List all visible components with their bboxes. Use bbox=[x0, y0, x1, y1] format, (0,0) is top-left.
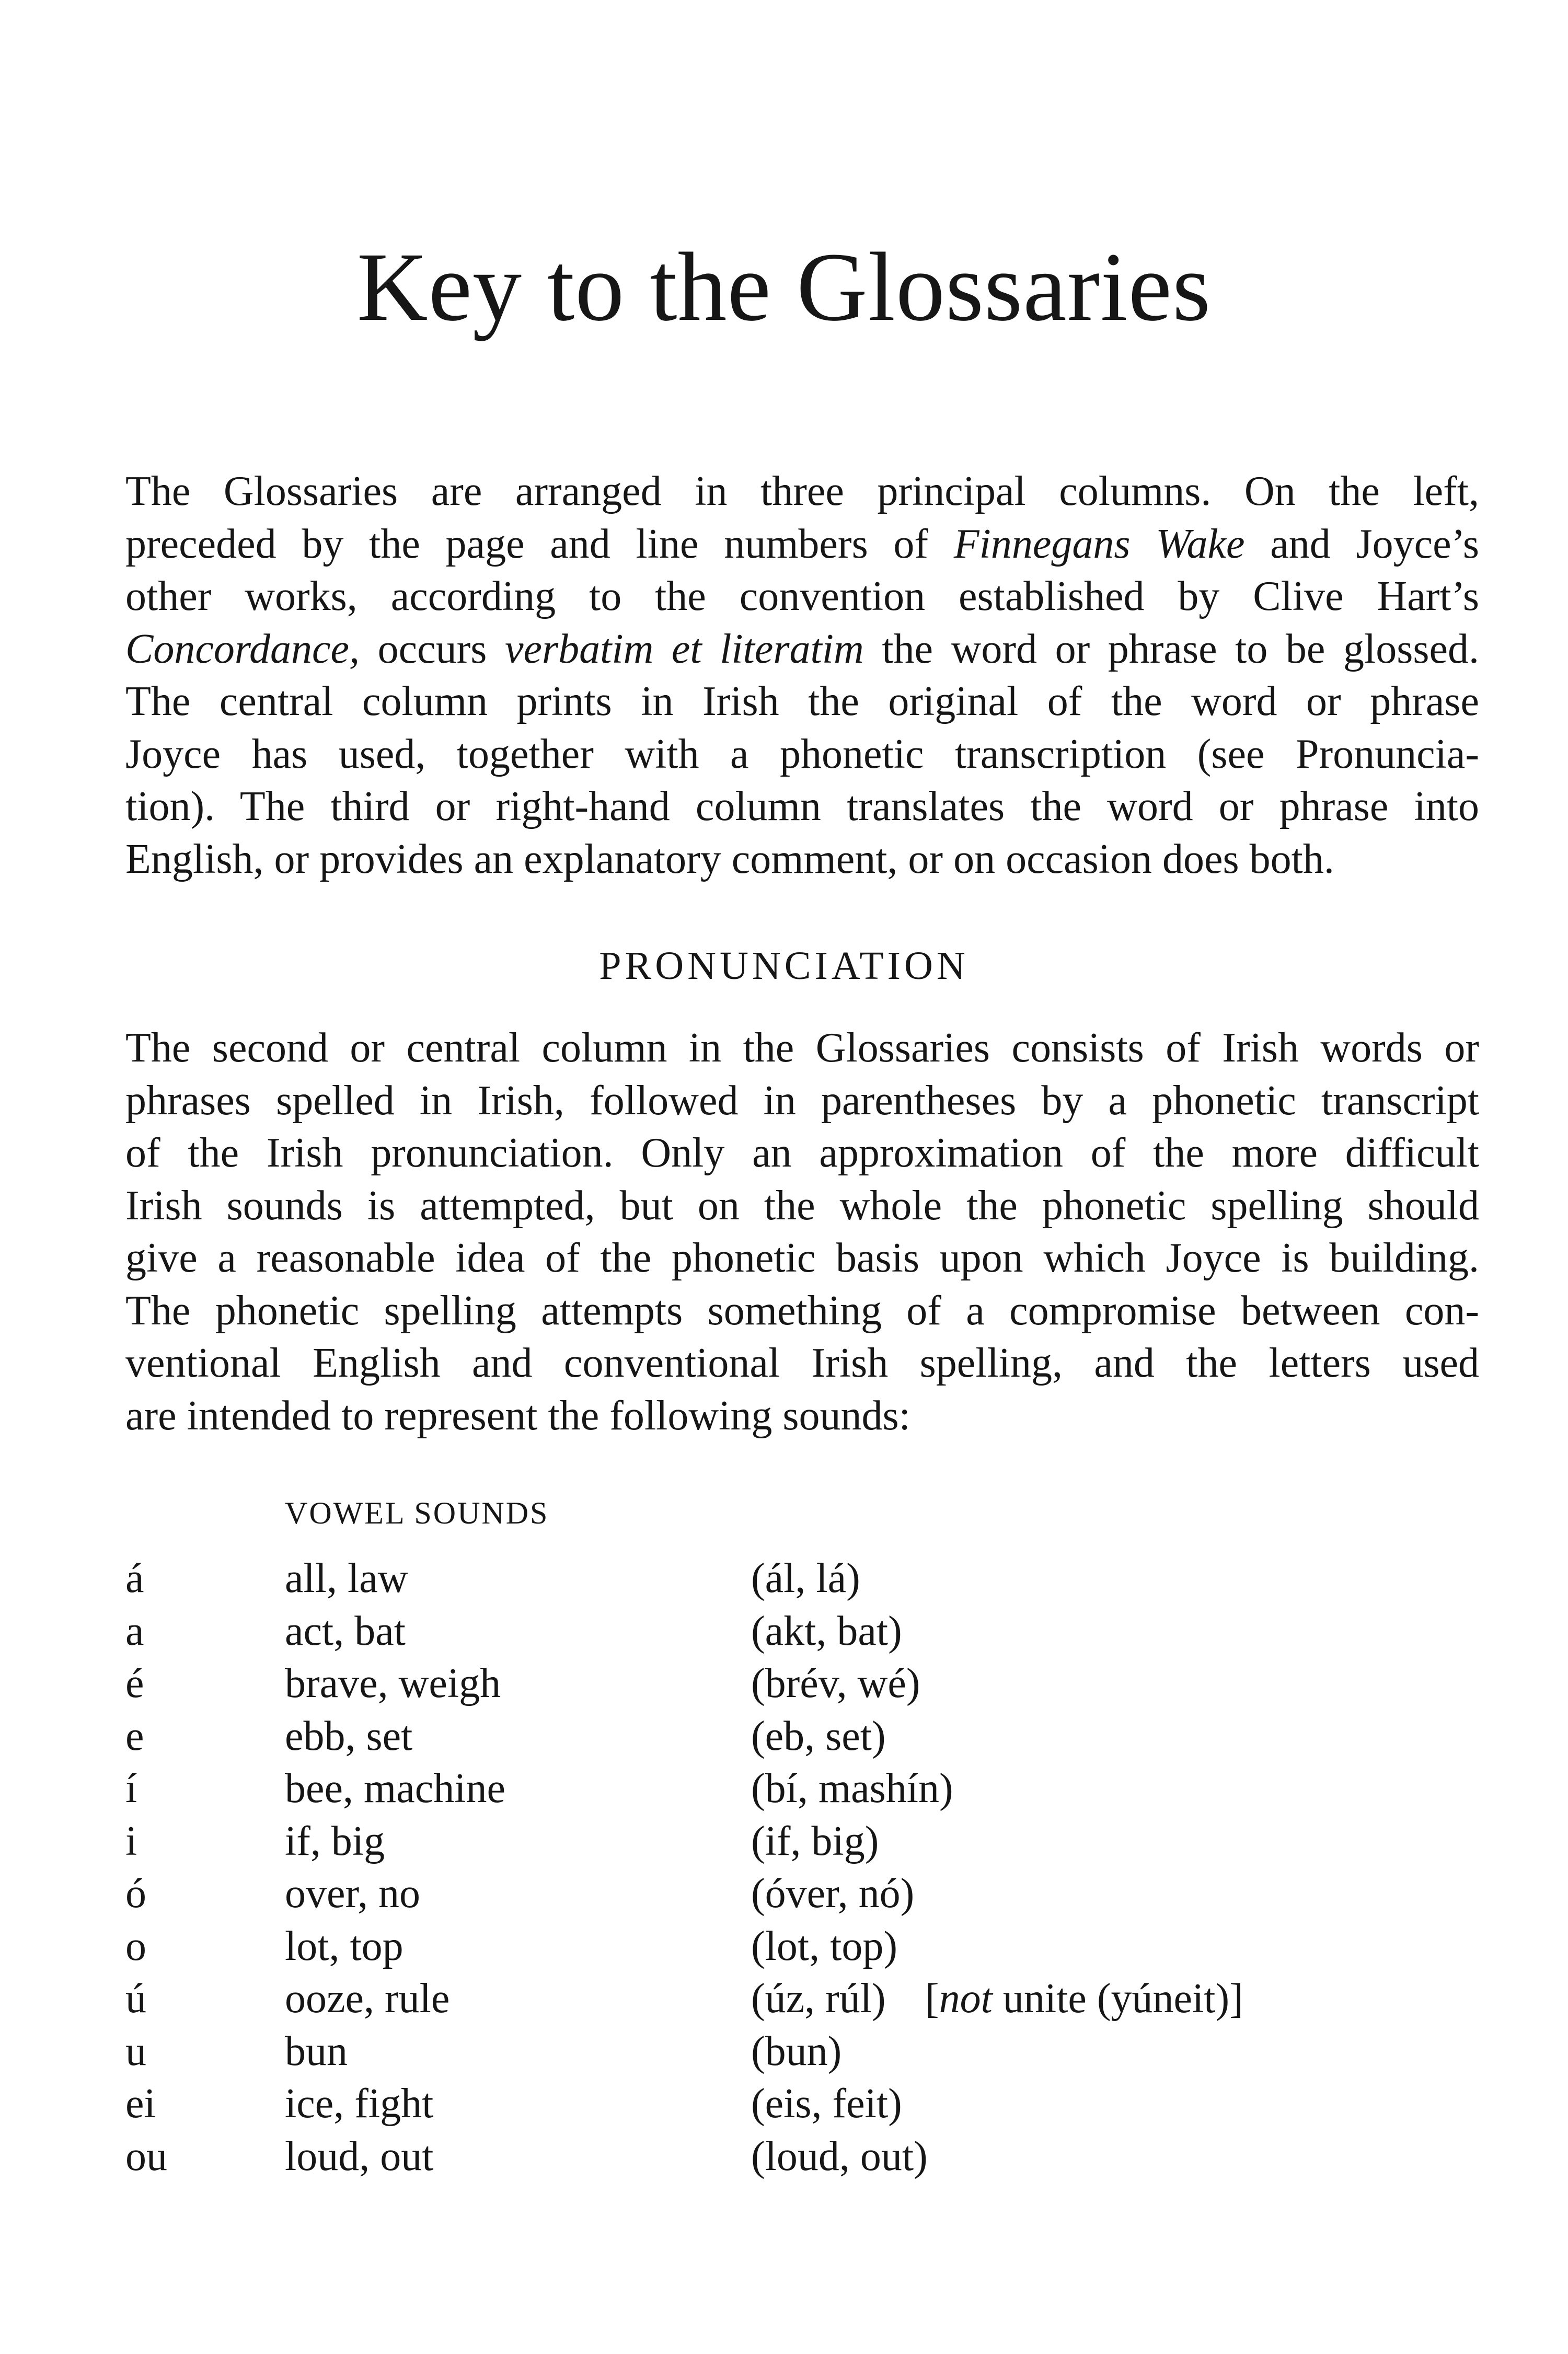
vowel-symbol: ou bbox=[125, 2133, 167, 2179]
vowel-symbol: o bbox=[125, 1923, 146, 1969]
note-text: unite (yúneit)] bbox=[992, 1976, 1243, 2022]
book-title-finnegans-wake: Finnegans Wake bbox=[953, 521, 1245, 567]
intro-line bbox=[125, 518, 1479, 571]
vowel-english-example: ebb, set bbox=[285, 1713, 413, 1759]
pronunciation-line: Irish sounds is attempted, but on the whole the phonetic spelling should bbox=[125, 1182, 1479, 1229]
pronunciation-line: phrases spelled in Irish, followed in parentheses by a phonetic transcript bbox=[125, 1077, 1479, 1124]
vowel-phonetic: (if, big) bbox=[751, 1818, 879, 1864]
vowel-row bbox=[0, 1762, 1568, 1815]
vowel-row bbox=[0, 2078, 1568, 2130]
vowel-english-example: ooze, rule bbox=[285, 1976, 450, 2022]
book-title-concordance: Concordance, bbox=[125, 626, 360, 672]
vowel-phonetic: (loud, out) bbox=[751, 2133, 928, 2179]
vowel-row bbox=[0, 1552, 1568, 1605]
intro-line: Joyce has used, together with a phonetic transcription (see Pronuncia- bbox=[125, 731, 1479, 777]
intro-paragraph bbox=[125, 465, 1479, 885]
vowel-english-example: all, law bbox=[285, 1555, 408, 1601]
pronunciation-line: of the Irish pronunciation. Only an approximation of the more difficult bbox=[125, 1130, 1479, 1176]
pronunciation-line: ventional English and conventional Irish spelling, and the letters used bbox=[125, 1340, 1479, 1386]
vowel-symbol: ó bbox=[125, 1871, 146, 1917]
vowel-phonetic: (eis, feit) bbox=[751, 2081, 902, 2127]
vowel-english-example: over, no bbox=[285, 1871, 420, 1917]
intro-line: other works, according to the convention established by Clive Hart’s bbox=[125, 573, 1479, 619]
pronunciation-line: The phonetic spelling attempts something of a compromise between con- bbox=[125, 1287, 1479, 1334]
vowel-phonetic: (akt, bat) bbox=[751, 1608, 902, 1654]
pronunciation-line: give a reasonable idea of the phonetic basis upon which Joyce is building. bbox=[125, 1235, 1479, 1281]
intro-text: and Joyce’s bbox=[1244, 521, 1479, 567]
vowel-row bbox=[0, 1972, 1568, 2025]
vowel-english-example: bun bbox=[285, 2028, 348, 2074]
vowel-row bbox=[0, 2130, 1568, 2183]
vowel-english-example: brave, weigh bbox=[285, 1660, 501, 1706]
vowel-phonetic: (ál, lá) bbox=[751, 1555, 860, 1601]
vowel-symbol: i bbox=[125, 1818, 137, 1864]
pronunciation-line: The second or central column in the Glossaries consists of Irish words or bbox=[125, 1025, 1479, 1071]
vowel-phonetic: (lot, top) bbox=[751, 1923, 897, 1969]
vowel-symbol: ei bbox=[125, 2081, 156, 2127]
pronunciation-paragraph bbox=[125, 1022, 1479, 1442]
vowel-symbol: á bbox=[125, 1555, 144, 1601]
vowel-english-example: bee, machine bbox=[285, 1766, 505, 1811]
vowel-english-example: act, bat bbox=[285, 1608, 406, 1654]
vowel-symbol: a bbox=[125, 1608, 144, 1654]
vowel-symbol: u bbox=[125, 2028, 146, 2074]
pronunciation-line: are intended to represent the following sounds: bbox=[125, 1392, 910, 1439]
vowel-sounds-heading: VOWEL SOUNDS bbox=[285, 1496, 549, 1530]
vowel-phonetic: (eb, set) bbox=[751, 1713, 886, 1759]
intro-text: occurs bbox=[360, 626, 505, 672]
vowel-english-example: lot, top bbox=[285, 1923, 403, 1969]
vowel-row bbox=[0, 1710, 1568, 1762]
note-emphasis: not bbox=[939, 1976, 993, 2022]
intro-text: the word or phrase to be glossed. bbox=[863, 626, 1479, 672]
vowel-phonetic: (bí, mashín) bbox=[751, 1766, 953, 1811]
vowel-phonetic: (brév, wé) bbox=[751, 1660, 920, 1706]
vowel-symbol: ú bbox=[125, 1976, 146, 2022]
note-bracket: [ bbox=[925, 1976, 939, 2022]
vowel-row bbox=[0, 2025, 1568, 2078]
section-heading-pronunciation: PRONUNCIATION bbox=[599, 944, 969, 988]
latin-phrase: verbatim et literatim bbox=[504, 626, 864, 672]
intro-line: The central column prints in Irish the original of the word or phrase bbox=[125, 678, 1479, 724]
vowel-phonetic: (óver, nó) bbox=[751, 1871, 915, 1917]
vowel-row bbox=[0, 1867, 1568, 1920]
vowel-row bbox=[0, 1657, 1568, 1710]
vowel-note bbox=[925, 1972, 1243, 2025]
vowel-symbol: é bbox=[125, 1660, 144, 1706]
intro-line: English, or provides an explanatory comment, or on occasion does both. bbox=[125, 836, 1334, 882]
vowel-phonetic: (úz, rúl) bbox=[751, 1976, 886, 2022]
vowel-row bbox=[0, 1920, 1568, 1972]
intro-line bbox=[125, 623, 1479, 676]
vowel-symbol: í bbox=[125, 1766, 137, 1811]
intro-line: The Glossaries are arranged in three principal columns. On the left, bbox=[125, 468, 1479, 514]
page-title: Key to the Glossaries bbox=[356, 232, 1212, 341]
vowel-english-example: loud, out bbox=[285, 2133, 434, 2179]
vowel-row bbox=[0, 1605, 1568, 1657]
intro-line: tion). The third or right-hand column translates the word or phrase into bbox=[125, 783, 1479, 829]
intro-text: preceded by the page and line numbers of bbox=[125, 521, 954, 567]
vowel-row bbox=[0, 1815, 1568, 1867]
vowel-english-example: ice, fight bbox=[285, 2081, 434, 2127]
vowel-english-example: if, big bbox=[285, 1818, 385, 1864]
vowel-symbol: e bbox=[125, 1713, 144, 1759]
vowel-phonetic: (bun) bbox=[751, 2028, 842, 2074]
